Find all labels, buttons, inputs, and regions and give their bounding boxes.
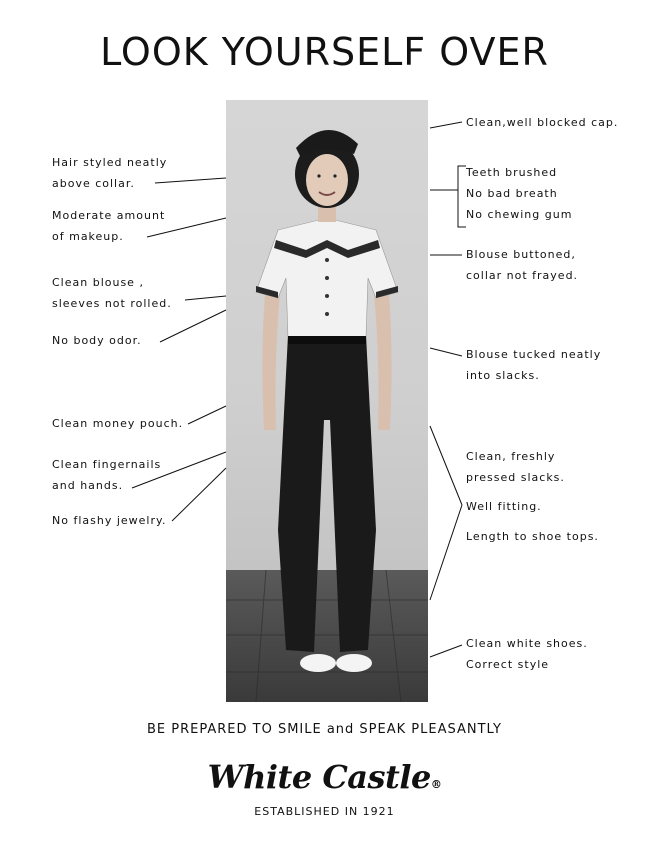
- label-line: Hair styled neatly: [52, 156, 168, 169]
- label-line: collar not frayed.: [466, 269, 579, 282]
- label-blouse-tucked: [466, 344, 601, 386]
- label-line: Clean blouse ,: [52, 276, 144, 289]
- label-line: and hands.: [52, 479, 124, 492]
- label-line: Clean fingernails: [52, 458, 162, 471]
- label-blouse: [52, 272, 172, 314]
- label-line: pressed slacks.: [466, 470, 565, 484]
- label-line: Correct style: [466, 658, 550, 671]
- label-line: Well fitting.: [466, 500, 542, 513]
- label-odor: [52, 330, 142, 351]
- label-line: Clean,well blocked cap.: [466, 116, 619, 129]
- label-line: Blouse tucked neatly: [466, 348, 602, 361]
- label-line: Clean, freshly: [466, 450, 556, 463]
- label-line: Clean white shoes.: [466, 637, 588, 650]
- label-line: of makeup.: [52, 230, 124, 243]
- label-jewelry: [52, 510, 166, 531]
- label-blouse-buttoned: [466, 244, 578, 286]
- motto: BE PREPARED TO SMILE and SPEAK PLEASANTLY: [147, 722, 502, 737]
- label-slacks: [466, 447, 599, 547]
- label-teeth: [466, 162, 572, 225]
- label-line: Clean money pouch.: [52, 417, 184, 430]
- label-line: No bad breath: [466, 187, 558, 200]
- label-line: No body odor.: [52, 334, 142, 347]
- label-line: sleeves not rolled.: [52, 297, 172, 310]
- label-cap: [466, 112, 618, 133]
- label-makeup: [52, 205, 165, 247]
- page-title: LOOK YOURSELF OVER: [100, 30, 549, 74]
- label-nails: [52, 454, 161, 496]
- label-line: Length to shoe tops.: [466, 529, 599, 543]
- label-line: No chewing gum: [466, 208, 573, 221]
- label-pouch: [52, 413, 183, 434]
- label-shoes: [466, 633, 588, 675]
- label-line: Teeth brushed: [466, 166, 558, 179]
- label-line: above collar.: [52, 177, 135, 190]
- label-hair: [52, 152, 167, 194]
- brand-name: White Castle: [207, 758, 431, 796]
- label-line: into slacks.: [466, 369, 540, 382]
- label-line: Moderate amount: [52, 209, 166, 222]
- established-line: ESTABLISHED IN 1921: [254, 805, 395, 818]
- label-line: Blouse buttoned,: [466, 248, 576, 261]
- registered-mark: ®: [430, 778, 442, 791]
- brand-logo: [0, 758, 649, 796]
- label-line: No flashy jewelry.: [52, 514, 167, 527]
